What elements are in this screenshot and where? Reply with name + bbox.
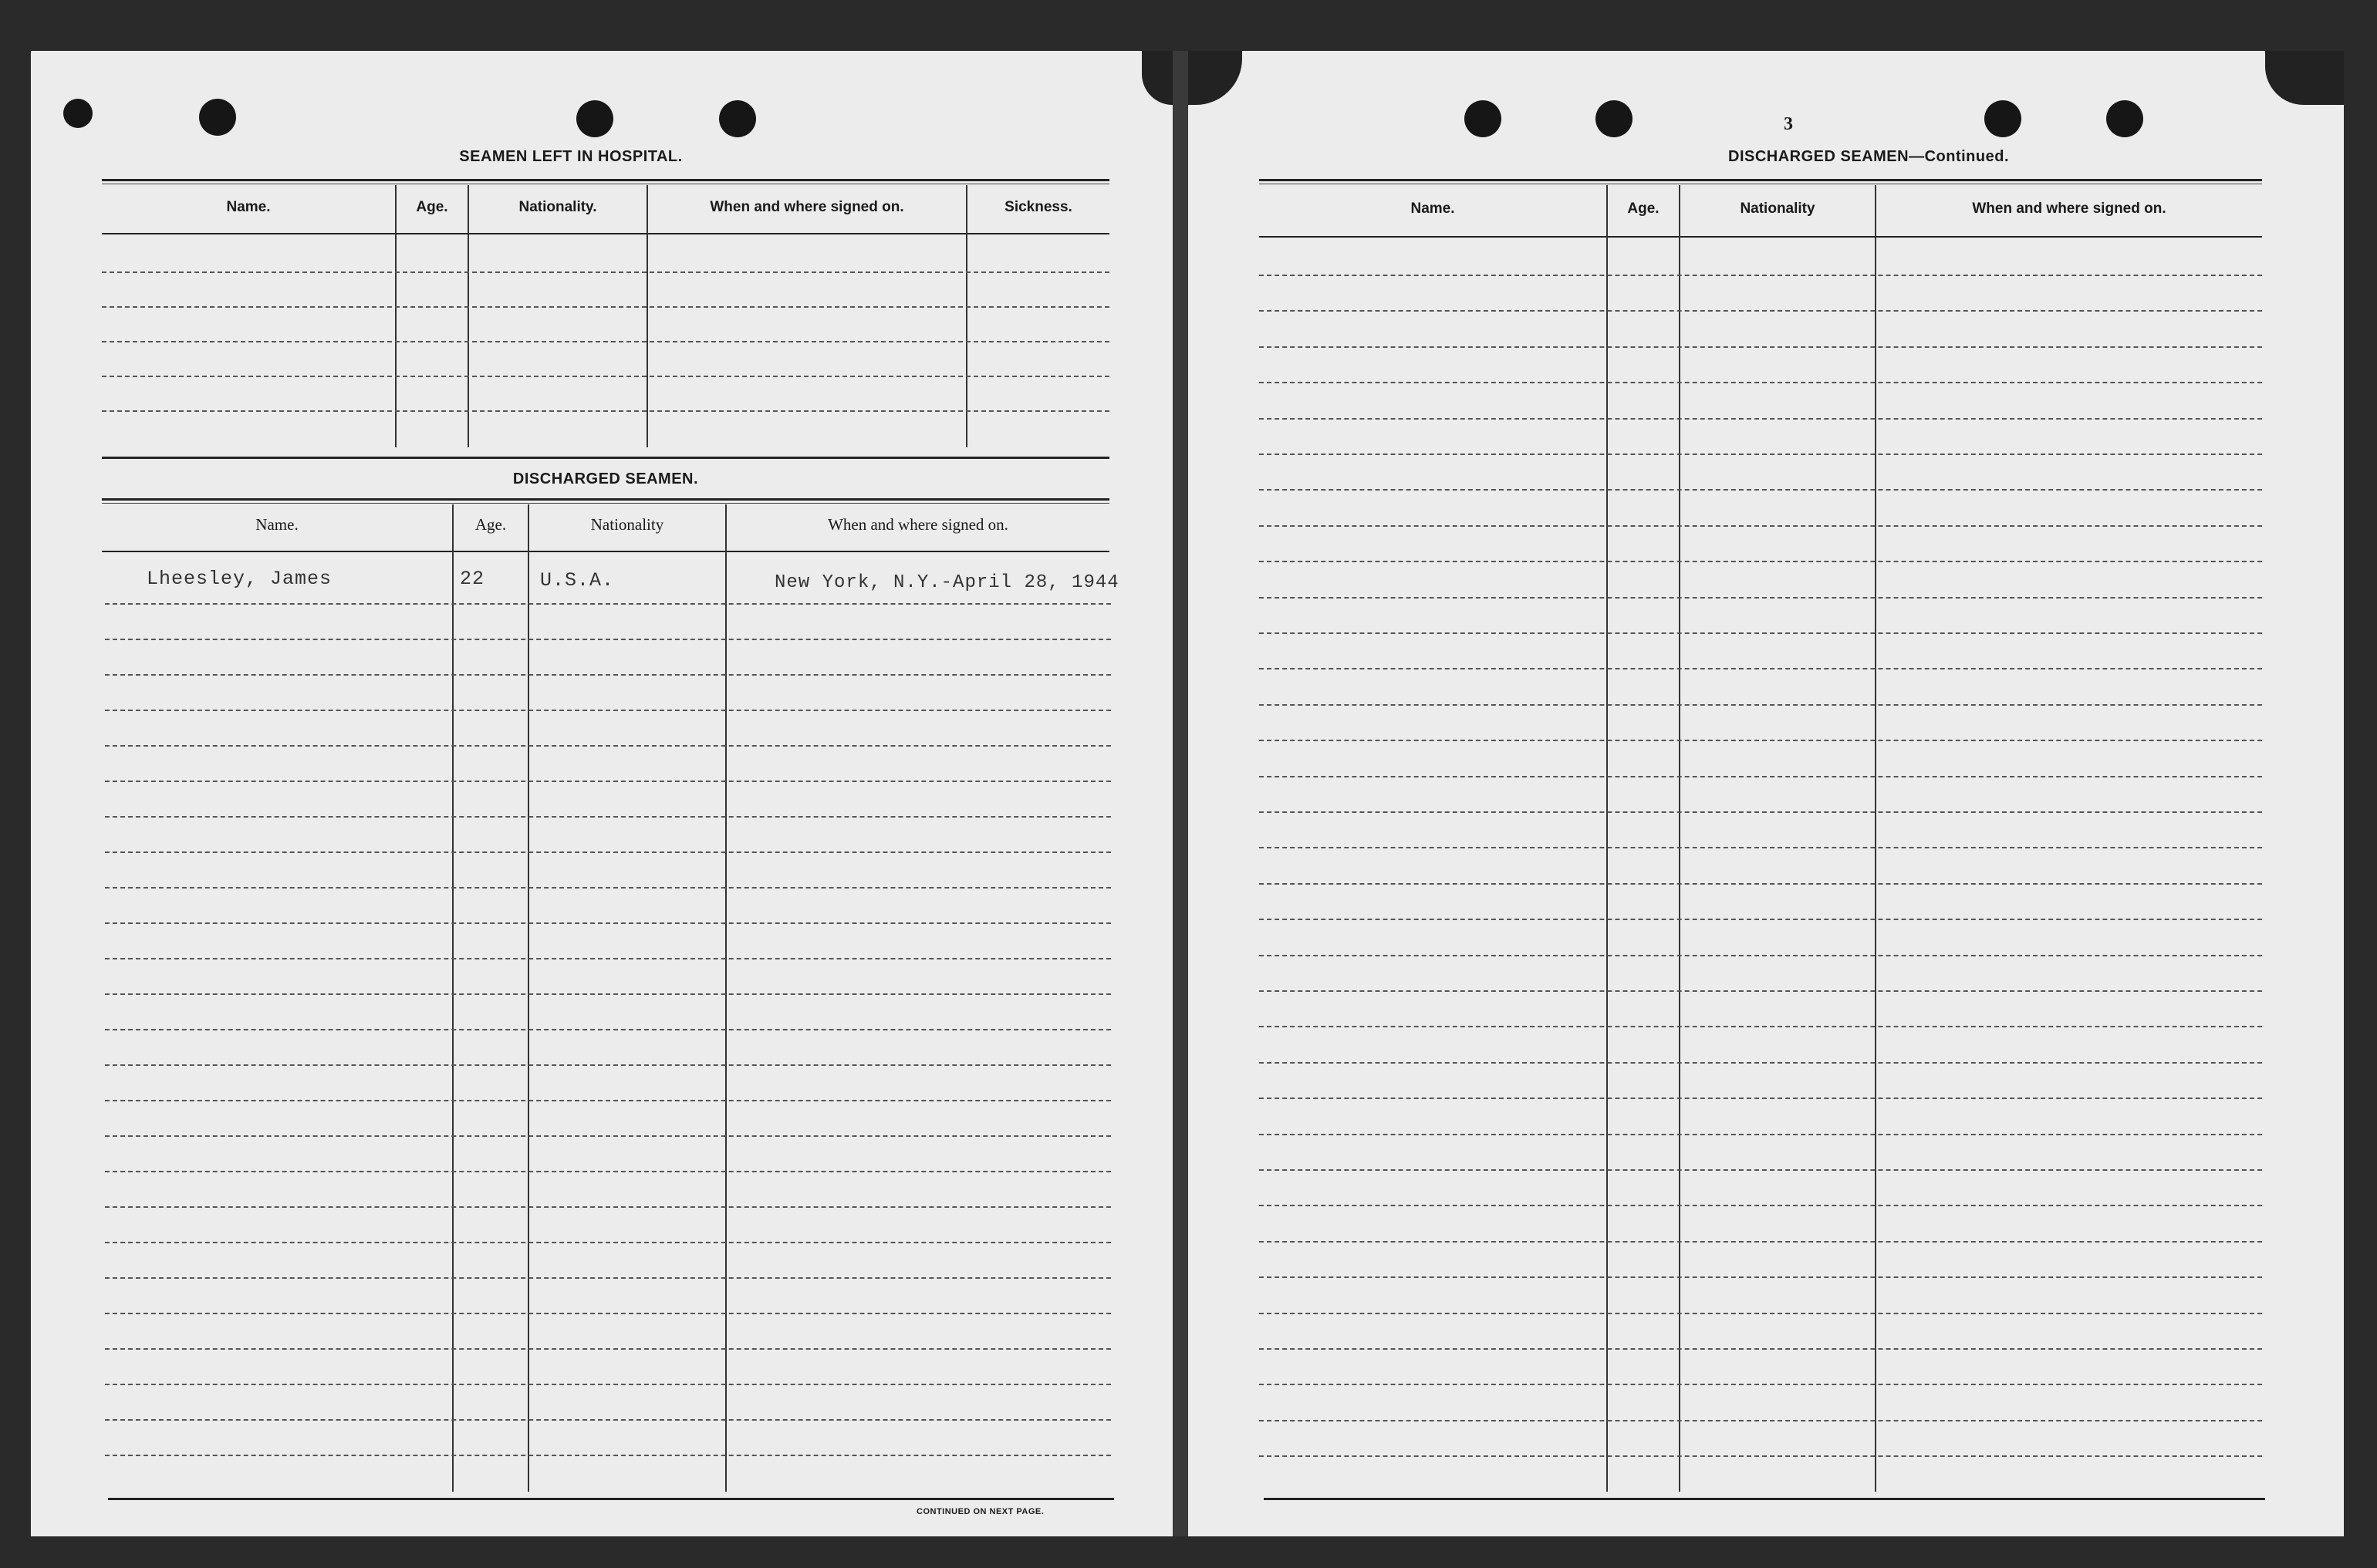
ruled-row-line [1259,847,2262,848]
hospital-col-divider [966,185,967,447]
ruled-row-line [105,1348,1111,1350]
ruled-row-line [105,1206,1111,1208]
page-gutter [1173,51,1188,1536]
right-col-age: Age. [1627,201,1660,217]
discharged-col-age: Age. [474,515,507,534]
paper-tear [1142,51,1173,105]
right-section-title: DISCHARGED SEAMEN—Continued. [1728,148,2009,165]
ruled-row-line [105,639,1111,640]
discharged-col-divider [452,504,454,1492]
document-spread [31,51,2344,1536]
punch-hole [1464,100,1501,137]
hospital-col-divider [647,185,648,447]
ruled-row-line [1259,1241,2262,1243]
ruled-row-line [1259,1276,2262,1278]
discharged-col-name: Name. [255,515,299,534]
punch-hole [199,99,236,136]
ruled-row-line [105,851,1111,853]
discharged-col-nationality: Nationality [590,515,664,534]
ruled-row-line [1259,1313,2262,1314]
paper-tear [1188,51,1242,105]
discharged-section-title: DISCHARGED SEAMEN. [512,470,699,487]
ruled-row-line [1259,1455,2262,1457]
hospital-section-title: SEAMEN LEFT IN HOSPITAL. [459,148,683,165]
ruled-row-line [1259,310,2262,312]
hospital-header-rule [102,233,1109,234]
right-header-rule [1259,236,2262,238]
punch-hole [63,99,93,128]
hospital-top-rule [102,179,1109,181]
discharged-row-age: 22 [460,568,485,590]
ruled-row-line [1259,1134,2262,1135]
discharged-bottom-rule [108,1498,1114,1500]
ruled-row-line [1259,525,2262,527]
hospital-bottom-rule [102,457,1109,459]
ruled-row-line [1259,883,2262,885]
punch-hole [1595,100,1632,137]
ruled-row-line [1259,704,2262,706]
ruled-row-line [1259,1384,2262,1385]
ruled-row-line [1259,454,2262,455]
right-col-nationality: Nationality [1740,201,1815,217]
ruled-row-line [105,1135,1111,1137]
ruled-row-line [1259,1098,2262,1099]
ruled-row-line [105,674,1111,676]
right-bottom-rule [1264,1498,2265,1500]
ruled-row-line [102,306,1109,308]
discharged-col-divider [528,504,529,1492]
hospital-col-age: Age. [416,199,448,215]
discharged-row-signed-on: New York, N.Y.-April 28, 1944 [775,572,1119,593]
ruled-row-line [1259,597,2262,599]
left-page [31,51,1173,1536]
ruled-row-line [1259,919,2262,920]
ruled-row-line [1259,489,2262,491]
punch-hole [576,100,613,137]
ruled-row-line [1259,561,2262,562]
ruled-row-line [105,887,1111,889]
discharged-col-signed-on: When and where signed on. [828,515,1008,534]
page-number: 3 [1784,114,1793,134]
ruled-row-line [105,710,1111,711]
ruled-row-line [1259,382,2262,383]
ruled-row-line [1259,1205,2262,1206]
ruled-row-line [105,1277,1111,1279]
ruled-row-line [105,1313,1111,1314]
ruled-row-line [102,271,1109,273]
ruled-row-line [1259,811,2262,813]
ruled-row-line [1259,776,2262,777]
ruled-row-line [105,1455,1111,1456]
ruled-row-line [105,958,1111,959]
punch-hole [2106,100,2143,137]
hospital-col-name: Name. [226,199,271,215]
ruled-row-line [102,376,1109,377]
ruled-row-line [105,1100,1111,1101]
ruled-row-line [102,410,1109,412]
ruled-row-line [1259,275,2262,276]
right-col-signed-on: When and where signed on. [1972,201,2166,217]
ruled-row-line [105,1419,1111,1421]
ruled-row-line [105,922,1111,924]
right-col-name: Name. [1410,201,1455,217]
ruled-row-line [1259,668,2262,669]
discharged-top-rule-2 [102,503,1109,504]
hospital-col-sickness: Sickness. [1004,199,1072,215]
ruled-row-line [102,341,1109,342]
hospital-col-divider [395,185,397,447]
discharged-header-rule [102,551,1109,552]
discharged-col-divider [725,504,727,1492]
discharged-row-name: Lheesley, James [147,568,333,590]
ruled-row-line [105,1242,1111,1243]
hospital-col-nationality: Nationality. [518,199,597,215]
ruled-row-line [1259,955,2262,956]
paper-tear [2265,51,2344,105]
ruled-row-line [1259,740,2262,741]
ruled-row-line [1259,1026,2262,1027]
ruled-row-line [1259,1348,2262,1350]
ruled-row-line [1259,418,2262,420]
hospital-col-divider [468,185,469,447]
ruled-row-line [105,1384,1111,1385]
ruled-row-line [105,816,1111,818]
ruled-row-line [105,1171,1111,1172]
ruled-row-line [1259,1420,2262,1421]
punch-hole [719,100,756,137]
ruled-row-line [105,781,1111,782]
ruled-row-line [105,745,1111,747]
ruled-row-line [1259,990,2262,992]
discharged-row-nationality: U.S.A. [540,569,615,592]
ruled-row-line [105,1029,1111,1030]
ruled-row-line [105,1064,1111,1066]
right-top-rule [1259,179,2262,181]
ruled-row-line [105,603,1111,605]
discharged-top-rule [102,498,1109,501]
punch-hole [1984,100,2021,137]
ruled-row-line [1259,1062,2262,1064]
ruled-row-line [1259,1169,2262,1171]
ruled-row-line [105,993,1111,995]
ruled-row-line [1259,346,2262,348]
ruled-row-line [1259,632,2262,634]
continued-note: CONTINUED ON NEXT PAGE. [917,1507,1045,1516]
hospital-col-signed-on: When and where signed on. [710,199,904,215]
right-page [1188,51,2344,1536]
